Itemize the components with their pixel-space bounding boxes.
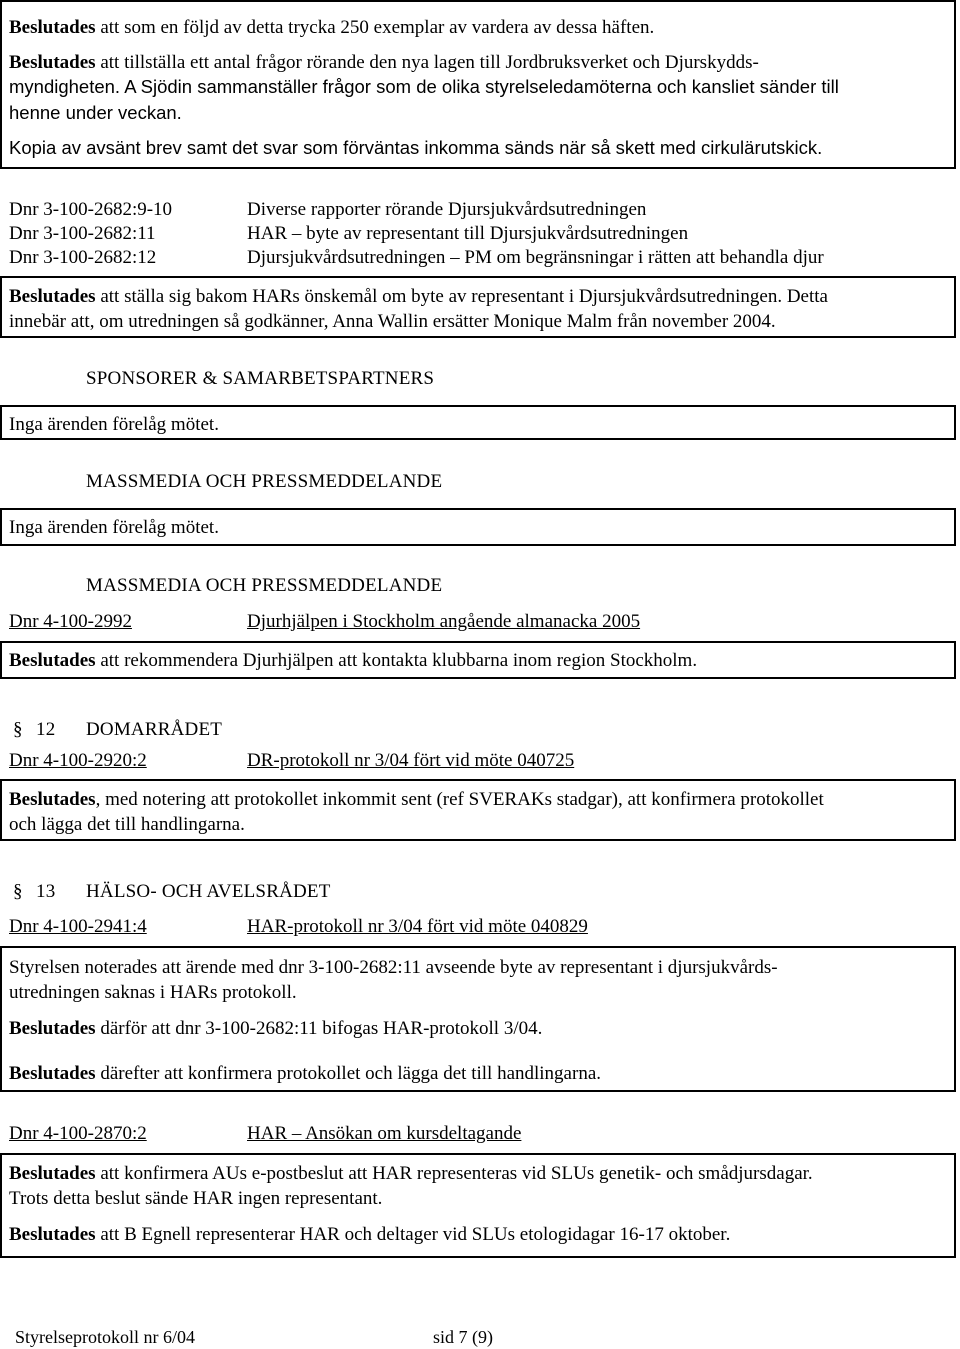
section-title: DOMARRÅDET xyxy=(86,719,223,740)
decision-keyword: Beslutades xyxy=(9,286,96,307)
decision-paragraph: Beslutades att konfirmera AUs e-postbeslut att HAR representeras vid SLUs genetik- och smådjursdagar. Trots detta beslut sände HAR ingen representant. xyxy=(9,1163,813,1209)
decision-paragraph: Beslutades att B Egnell representerar HAR och deltager vid SLUs etologidagar 16-17 oktober. xyxy=(9,1224,731,1245)
section-title: HÄLSO- OCH AVELSRÅDET xyxy=(86,881,331,902)
decision-paragraph: Beslutades att ställa sig bakom HARs önskemål om byte av representant i Djursjukvårdsutredningen. Detta innebär att, om utredningen så godkänner, Anna Wallin ersätter Monique Malm från november 2004. xyxy=(9,286,828,332)
decision-paragraph: Beslutades att rekommendera Djurhjälpen att kontakta klubbarna inom region Stockholm. xyxy=(9,650,698,671)
case-number: Dnr 4-100-2941:4 xyxy=(9,916,147,937)
decision-keyword: Beslutades xyxy=(9,1224,96,1245)
note-paragraph: Kopia av avsänt brev samt det svar som förväntas inkomma sänds när så skett med cirkulärutskick. xyxy=(9,137,823,158)
case-number: Dnr 4-100-2920:2 xyxy=(9,750,147,771)
decision-paragraph: Beslutades, med notering att protokollet inkommit sent (ref SVERAKs stadgar), att konfirmera protokollet och lägga det till handlingarna. xyxy=(9,789,824,835)
case-number: Dnr 3-100-2682:12 xyxy=(9,247,157,268)
section-heading: SPONSORER & SAMARBETSPARTNERS xyxy=(86,368,435,389)
decision-box xyxy=(0,641,956,679)
decision-box xyxy=(0,946,956,1092)
decision-box xyxy=(0,1153,956,1258)
section-symbol: § xyxy=(13,719,23,740)
case-number: Dnr 4-100-2870:2 xyxy=(9,1123,147,1144)
section-number: 13 xyxy=(36,881,56,902)
section-number: 12 xyxy=(36,719,56,740)
note-paragraph: Styrelsen noterades att ärende med dnr 3-100-2682:11 avseende byte av representant i djursjukvårds- utredningen saknas i HARs protokoll. xyxy=(9,957,778,1003)
section-heading: MASSMEDIA OCH PRESSMEDDELANDE xyxy=(86,471,443,492)
info-text: Inga ärenden förelåg mötet. xyxy=(9,517,219,538)
info-box xyxy=(0,508,956,546)
decision-keyword: Beslutades xyxy=(9,51,96,73)
decision-box-2 xyxy=(0,276,956,338)
decision-paragraph: Beslutades därefter att konfirmera protokollet och lägga det till handlingarna. xyxy=(9,1062,601,1084)
case-number: Dnr 3-100-2682:9-10 xyxy=(9,199,173,220)
case-description: HAR – Ansökan om kursdeltagande xyxy=(247,1123,522,1144)
decision-box xyxy=(0,779,956,841)
footer-page-number: sid 7 (9) xyxy=(433,1327,493,1347)
info-text: Inga ärenden förelåg mötet. xyxy=(9,414,219,435)
section-symbol: § xyxy=(13,881,23,902)
case-description: HAR-protokoll nr 3/04 fört vid möte 040829 xyxy=(247,916,588,937)
decision-keyword: Beslutades xyxy=(9,1163,96,1184)
decision-keyword: Beslutades xyxy=(9,650,96,671)
decision-keyword: Beslutades xyxy=(9,1018,96,1039)
decision-keyword: Beslutades xyxy=(9,17,96,38)
decision-paragraph: Beslutades att som en följd av detta trycka 250 exemplar av vardera av dessa häften. xyxy=(9,17,655,38)
section-heading: MASSMEDIA OCH PRESSMEDDELANDE xyxy=(86,575,443,596)
case-description: Djurhjälpen i Stockholm angående almanacka 2005 xyxy=(247,611,641,632)
decision-box-1 xyxy=(0,0,956,169)
case-description: DR-protokoll nr 3/04 fört vid möte 040725 xyxy=(247,750,575,771)
case-description: Djursjukvårdsutredningen – PM om begränsningar i rätten att behandla djur xyxy=(247,247,824,268)
decision-paragraph: Beslutades därför att dnr 3-100-2682:11 bifogas HAR-protokoll 3/04. xyxy=(9,1018,543,1039)
info-box xyxy=(0,405,956,440)
footer-document-title: Styrelseprotokoll nr 6/04 xyxy=(15,1327,195,1347)
case-description: HAR – byte av representant till Djursjukvårdsutredningen xyxy=(247,223,689,244)
case-number: Dnr 3-100-2682:11 xyxy=(9,223,156,244)
case-description: Diverse rapporter rörande Djursjukvårdsutredningen xyxy=(247,199,647,220)
decision-paragraph: Beslutades att tillställa ett antal frågor rörande den nya lagen till Jordbruksverket och Djurskydds- myndigheten. A Sjödin sammanställer frågor som de olika styrelseledamöterna och kansliet sänder till henne under veckan. xyxy=(9,51,839,123)
case-number: Dnr 4-100-2992 xyxy=(9,611,132,632)
decision-keyword: Beslutades xyxy=(9,1062,96,1084)
decision-keyword: Beslutades xyxy=(9,789,96,810)
